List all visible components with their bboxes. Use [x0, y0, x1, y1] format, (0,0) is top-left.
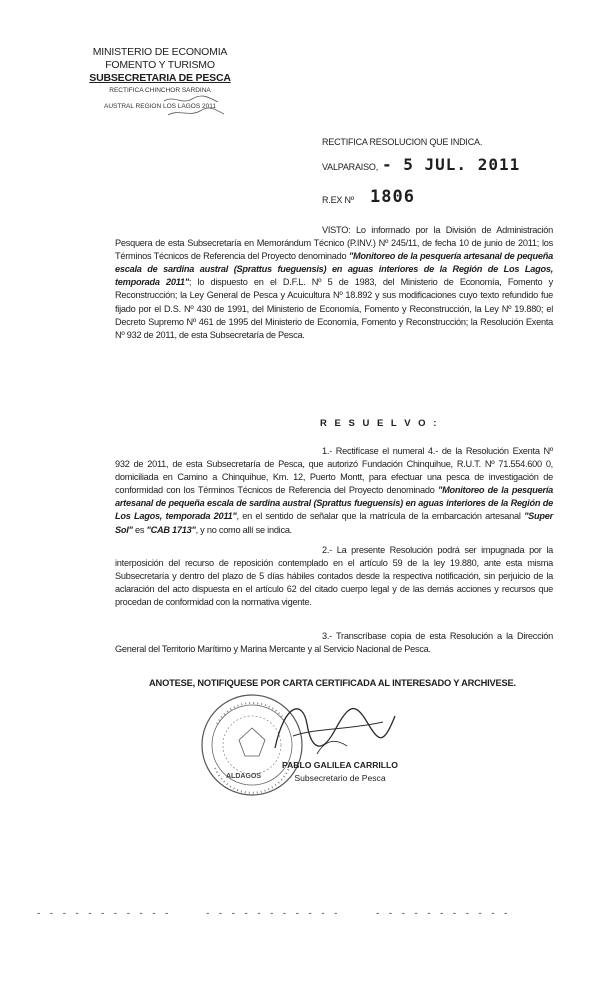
item-1-text-2: , en el sentido de señalar que la matrícula de la embarcación artesanal	[236, 511, 525, 522]
signer-role: Subsecretario de Pesca	[294, 773, 386, 783]
resolution-number: 1806	[370, 187, 415, 207]
signer-name: PABLO GALILEA CARRILLO	[281, 760, 398, 770]
document-title: RECTIFICA RESOLUCION QUE INDICA.	[322, 137, 483, 147]
date-stamp: - 5 JUL. 2011	[382, 155, 521, 174]
item-1-registration: "CAB 1713"	[146, 524, 196, 535]
item-1-text-1: 1.- Rectifícase el numeral 4.- de la Resolución Exenta Nº 932 de 2011, de esta Subsecretaría de Pesca, que autorizó Fundación Chinquihue, R.U.T. Nº 71.554.600 0, domiciliada en Camino a Chinquihue, Km. 12, Puerto Montt, para efectuar una pesca de investigación de conformidad con los Términos Técnicos de Referencia del Proyecto denominado	[115, 446, 553, 496]
reference-line-1: RECTIFICA CHINCHOR SARDINA	[109, 87, 211, 94]
footer-dash-left: - - - - - - - - - - -	[36, 909, 171, 919]
rex-label: R.EX Nº	[322, 195, 354, 205]
item-2-paragraph: 2.- La presente Resolución podrá ser impugnada por la interposición del recurso de reposición contemplado en el artículo 59 de la ley 19.880, ante esta misma Subsecretaría y dentro del plazo de 5 días hábiles contados desde la respectiva notificación, sin perjuicio de la aclaración del acto dispuesta en el artículo 62 del citado cuerpo legal y de las demás acciones y recursos que procedan de conformidad con la normativa vigente.	[115, 545, 553, 608]
resuelvo-heading: R E S U E L V O :	[320, 418, 439, 429]
handwritten-signature-icon	[255, 694, 405, 762]
place-label: VALPARAISO,	[322, 162, 378, 172]
ministry-line-1: MINISTERIO DE ECONOMIA	[92, 46, 228, 58]
visto-text-2: ; lo dispuesto en el D.F.L. Nº 5 de 1983, del Ministerio de Economía, Fomento y Reconstrucción; la Ley General de Pesca y Acuicultura Nº 18.892 y sus modificaciones cuyo texto refundido fue fijado por el D.S. Nº 430 de 1991, del Ministerio de Economía, Fomento y Reconstrucción, la Ley Nº 19.880; el Decreto Supremo Nº 461 de 1995 del Ministerio de Economía, Fomento y Reconstrucción; la Resolución Exenta Nº 932 de 2011, de esta Subsecretaría de Pesca.	[115, 277, 553, 340]
reference-line-2: AUSTRAL REGION LOS LAGOS 2011	[104, 103, 216, 110]
footer-dash-center: - - - - - - - - - - -	[205, 909, 340, 919]
visto-project-name: "Monitoreo de la pesquería artesanal de pequeña escala de sardina austral (Sprattus fueguensis) en aguas interiores de la Región de Los Lagos, temporada 2011"	[115, 251, 553, 288]
item-1-project-name: "Monitoreo de la pesquería artesanal de pequeña escala de sardina austral (Sprattus fueguensis) en aguas interiores de la Región de Los Lagos, temporada 2011"	[115, 485, 553, 522]
closing-statement: ANOTESE, NOTIFIQUESE POR CARTA CERTIFICADA AL INTERESADO Y ARCHIVESE.	[149, 678, 516, 688]
seal-text: ALDAGOS	[226, 773, 261, 780]
item-1-text-4: , y no como allí se indica.	[195, 524, 292, 535]
item-1-paragraph	[115, 445, 553, 537]
visto-text-1: VISTO: Lo informado por la División de Administración Pesquera de esta Subsecretaría en Memorándum Técnico (P.INV.) Nº 245/11, de fecha 10 de junio de 2011; los Términos Técnicos de Referencia del Proyecto denominado	[115, 225, 553, 262]
ministry-line-2: FOMENTO Y TURISMO	[105, 59, 215, 71]
item-1-text-3: es	[132, 524, 147, 535]
footer-dash-right: - - - - - - - - - - -	[375, 909, 510, 919]
item-1-vessel-name: "Super Sol"	[115, 511, 553, 535]
initials-mark-icon	[160, 93, 230, 121]
visto-paragraph	[115, 224, 553, 342]
ministry-line-3: SUBSECRETARIA DE PESCA	[89, 72, 231, 84]
item-3-paragraph: 3.- Transcríbase copia de esta Resolución a la Dirección General del Territorio Marítimo y Marina Mercante y al Servicio Nacional de Pesca.	[115, 631, 553, 655]
